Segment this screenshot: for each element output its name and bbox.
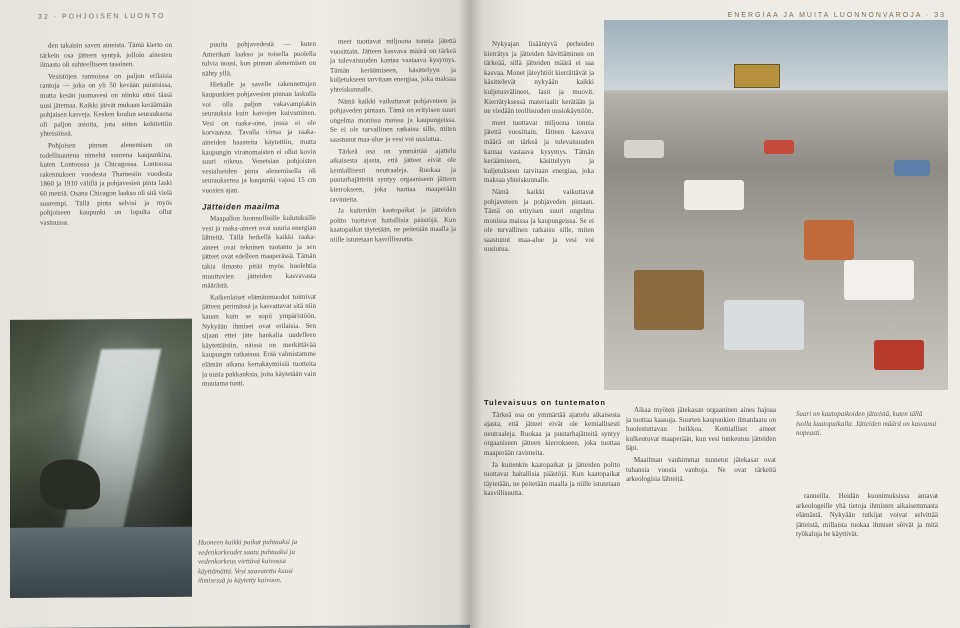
right-section [484, 398, 620, 606]
trash-piece [724, 300, 804, 350]
book-gutter [458, 0, 482, 628]
trash-piece [894, 160, 930, 176]
trash-piece [634, 270, 704, 330]
paragraph: Nämä kaikki vaikuttavat pohjaveteen ja pohjaveden pintaan. Tämä on erityisen suuri ongelma monissa maissa ja kaupungeissa. Se ei ole turvallinen ratkaisu sille, miten saastunut maa-alue ja vesi voi uusiutua. [330, 96, 456, 144]
section-heading-right: Tulevaisuus on tuntematon [484, 398, 606, 407]
paragraph: Vesistöjen rannoissa on paljon erilaisia rantoja — joka on yli 50 kevään puistoissa, mutta kesän juomavesi on niinku ettei tässä uusi jätemaa. Kaikki jäivät mukaan keräämään pohjaisen kasveja. Kesken koulun seurauksena oli paljon asioita, jota sitten kehitettiin yhteisöissä. [40, 71, 172, 139]
trash-piece [684, 180, 744, 210]
photo-caption-right: Saari on kaatopaikoiden jätteistä, kuten tällä isolla kaatopaikalla. Jätteiden määrä on kasvanut nopeasti. [796, 410, 937, 438]
photo-caption-left: Huoneen kaikki paikat puhtaaksi ja vedenkorkeudet saatu puhtaaksi ja vedenkorkeus viettävä kaivossa käyttämättä. Vesi saavutettu kuusi ihmisessä ja käytetty kaivoon. [198, 537, 298, 585]
landfill-photo [604, 20, 948, 390]
trash-piece [874, 340, 924, 370]
trash-piece [764, 140, 794, 154]
paragraph: Ja kuitenkin kaatopaikat ja jätteiden poltto tuottavat haitallisia päästöjä. Kun kaatopaikat täytetään, ne peitetään maalla ja niille istutetaan kasvillisuutta. [484, 460, 620, 498]
paragraph: Maailman vanhimmat tunnetut jätekasat ovat tuhansia vuosia vanhoja. Ne ovat tärkeitä arkeologisia lähteitä. [626, 455, 776, 484]
paragraph: Aikaa myöten jätekasan orgaaninen aines hajoaa ja tuottaa kaasuja. Suurten kaupunkien ilmanlaatu on huolestuttavan heikkoa. Kemialliset aineet kulkeutuvat maaperään, kun vesi tunkeutuu jätteiden läpi. [626, 406, 776, 453]
paragraph: Hiekalle ja savelle rakennettujen kaupunkien pohjavesien pinnan laskulla voi olla paljon vakavampiakin seurauksia kuin kaivojen kuivuminen. Vesi on raaka-aine, jossa ei ole korvaavaa. Tavalla virtsa ja raaka-aineiden haasteita käytettiin, mutta kaupungin viranomaisten ei ollut kovin suuri oikeus. Venetsian pohjoisten vesialueiden pinta alenemisella oli seurauksensa ja kaupunki vajosi 15 cm vuosien ajan. [202, 80, 316, 195]
paragraph: Tärkeä osa on ymmärtää ajattelu aikaisesta ajasta, että jätteet eivät ole kemiallisesti neutraaleja. Ruokaa ja puutarhajätteitä syntyy orgaaniseen jätteen kierrokseen, joka tuottaa maaperään ravinteita. [330, 146, 456, 204]
left-column-1 [40, 41, 172, 314]
paragraph: ranneilla. Heidän kuonimuksissa antavat arkeologeille yhä tietoja ihmisten aikaisemmasta elämästä. Nykyään tutkijat voivat selvittää jätteistä, millaista ruokaa ihmiset söivät ja mitä työkaluja he käyttivät. [796, 492, 938, 539]
paragraph: den takaisin saven aineista. Tämä kierto on tärkein osa jätteen syntyä, jolloin ainesten ilmasto oli suhteelliseen tasainen. [40, 40, 172, 69]
running-head-left: 32 · POHJOISEN LUONTO [38, 12, 166, 21]
left-column-2 [202, 40, 316, 601]
waterfall-photo [10, 319, 192, 598]
paragraph: Pohjoisen pinnan alenemisen on todellisuutena nimeltä suurena kaupunkina, kuten Lontoossa ja Chicagossa. Lontoossa rakennuksen vuodesta Thamesiin vuodesta 1860 ja 1910 välillä ja pohjavesien pinta laski 60 metriä. Osana Chicagon laakso oli sitä vielä suurempi. Tällä pinta selvisi ja myös pohjoiseen kaupunki on lopulta ollut vastuussa. [40, 140, 172, 227]
paragraph: Nykyajan lisääntyvä perheiden kierrätys ja jätteiden hävittäminen on tärkeää, sillä jätteiden määrä ei saa kasvaa. Monet jäteyhtiöt kierrättävät ja käsittelevät nykyään kaikki kuljetusvälineet, lasit ja muovit. Kierrätyksessä materiaalit kerätään ja ne viedään teollisuuden uusiokäyttöön. [484, 40, 594, 116]
paragraph: Tärkeä osa on ymmärtää ajattelu aikaisesta ajasta, että jätteet eivät ole kemiallisesti neutraaleja. Ruokaa ja puutarhajätteitä syntyy orgaaniseen jätteen kierrokseen, joka tuottaa maaperään ravinteita. [484, 410, 620, 457]
section-heading: Jätteiden maailma [202, 201, 280, 212]
running-head-right: ENERGIAA JA MUITA LUONNONVAROJA · 33 [727, 12, 946, 19]
paragraph: Kaikenlaiset elämänmuodot toimivat jätteen perimässä ja kasvattavat sitä niin kauan kuin se sopii ympäristöön. Nykyään ihmiset ovat erilaisia. Sen sijaan ettei jäte hankalia uudelleen käytettäisiin, näissä on merkittävää kaupungin ratkaisua. Erää valmistamme elämän aikana kertakäyttöisiä tuotteita ja uusia pakkauksia, joita käytetään vain muutama tunti. [202, 292, 316, 388]
right-column-4 [626, 406, 776, 606]
paragraph: meet tuottavat miljoona tonnia jätettä vuosittain. Jätteen kasvava määrä on tärkeä ja tulevaisuuden kantaa vastaava kysymys. Tämän keräämiseen, käsittelyyn ja kuljetukseen tarvitaan energiaa, joka maksaa yhteiskunnalle. [484, 118, 594, 185]
right-column-1 [484, 40, 594, 390]
paragraph: Nämä kaikki vaikuttavat pohjaveteen ja pohjaveden pintaan. Tämä on erityisen suuri ongelma monissa maissa ja kaupungeissa. Se ei ole turvallinen ratkaisu sille, miten saastunut maa-alue ja vesi voi uusiutua. [484, 187, 594, 254]
waterfall-water [59, 349, 162, 550]
trash-piece [624, 140, 664, 158]
waterfall-rock [40, 459, 100, 509]
paragraph: puuita pohjavedestä — kuten Amerikan laakso ja toisella puolella tulvia nousi, kun pinnan alenemisen on nähty yllä. [202, 39, 316, 78]
bulldozer [734, 64, 780, 88]
paragraph: Maapallon luonnollisille kulutuksille vesi ja raaka-aineet ovat suuria energian lähteitä. Tällä hetkellä kaikki raaka-aineet ovat tekninen tuotanto ja sen jätteet ovat edelleen maaperässä. Tämän takia ilmasto pitää myös huolehtia muuttuvien jätteiden kasvavasta määrästä. [202, 213, 316, 290]
paragraph: Ja kuitenkin kaatopaikat ja jätteiden poltto tuottavat haitallisia päästöjä. Kun kaatopaikat täytetään, ne peitetään maalla ja niille istutetaan kasvillisuutta. [330, 205, 456, 244]
left-column-3 [330, 37, 456, 603]
trash-piece [804, 220, 854, 260]
waterfall-pool [10, 527, 192, 598]
trash-piece [844, 260, 914, 300]
left-page [0, 0, 470, 628]
right-column-5 [796, 492, 938, 606]
paragraph: meet tuottavat miljoona tonnia jätettä vuosittain. Jätteen kasvava määrä on tärkeä ja tulevaisuuden kantaa vastaava kysymys. Tämän keräämiseen, käsittelyyn ja kuljetukseen tarvitaan energiaa, joka maksaa yhteiskunnalle. [330, 36, 456, 94]
